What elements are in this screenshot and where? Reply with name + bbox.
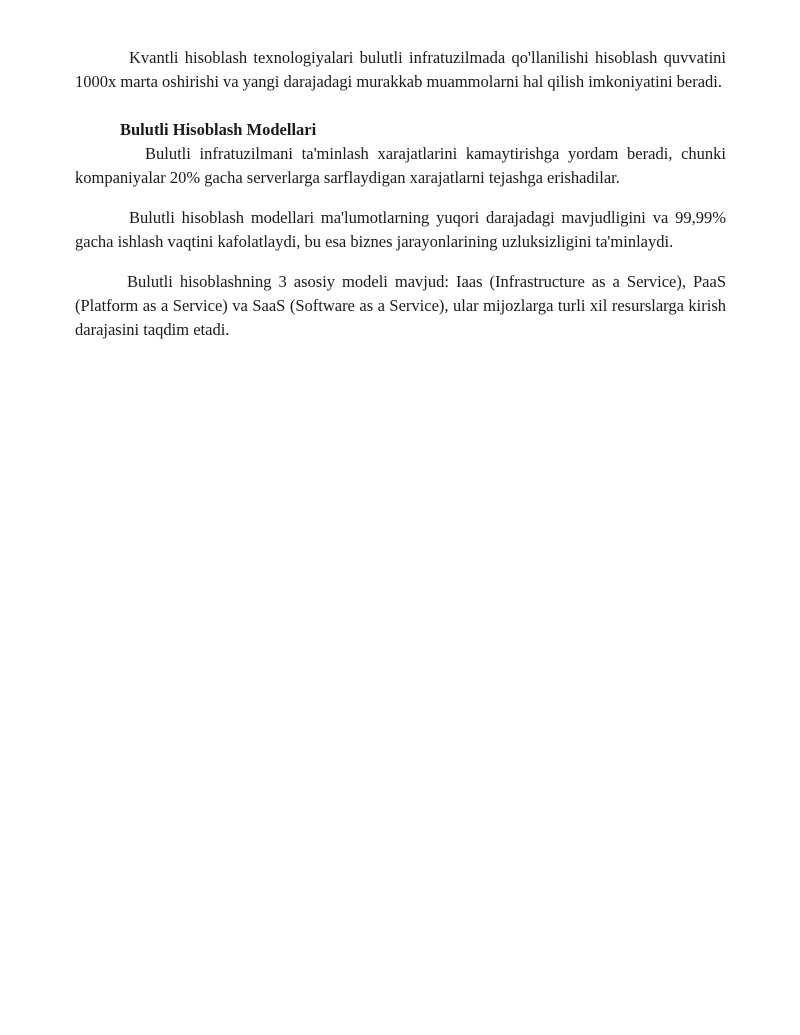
paragraph-quantum-computing: Kvantli hisoblash texnologiyalari bulutli infratuzilmada qo'llanilishi hisoblash quvvatini 1000x marta oshirishi va yangi darajadagi murakkab muammolarni hal qilish imkoniyatini beradi.: [75, 48, 726, 91]
paragraph-availability: Bulutli hisoblash modellari ma'lumotlarning yuqori darajadagi mavjudligini va 99,99% gacha ishlash vaqtini kafolatlaydi, bu esa biznes jarayonlarining uzluksizligini ta'minlaydi.: [75, 208, 726, 251]
document-page: [75, 46, 726, 342]
section-heading: Bulutli Hisoblash Modellari: [120, 120, 317, 139]
paragraph-infrastructure-costs: Bulutli infratuzilmani ta'minlash xarajatlarini kamaytirishga yordam beradi, chunki kompaniyalar 20% gacha serverlarga sarflaydigan xarajatlarni tejashga erishadilar.: [75, 144, 726, 187]
paragraph-service-models: Bulutli hisoblashning 3 asosiy modeli mavjud: Iaas (Infrastructure as a Service), PaaS (Platform as a Service) va SaaS (Software as a Service), ular mijozlarga turli xil resurslarga kirish darajasini taqdim etadi.: [75, 272, 726, 339]
